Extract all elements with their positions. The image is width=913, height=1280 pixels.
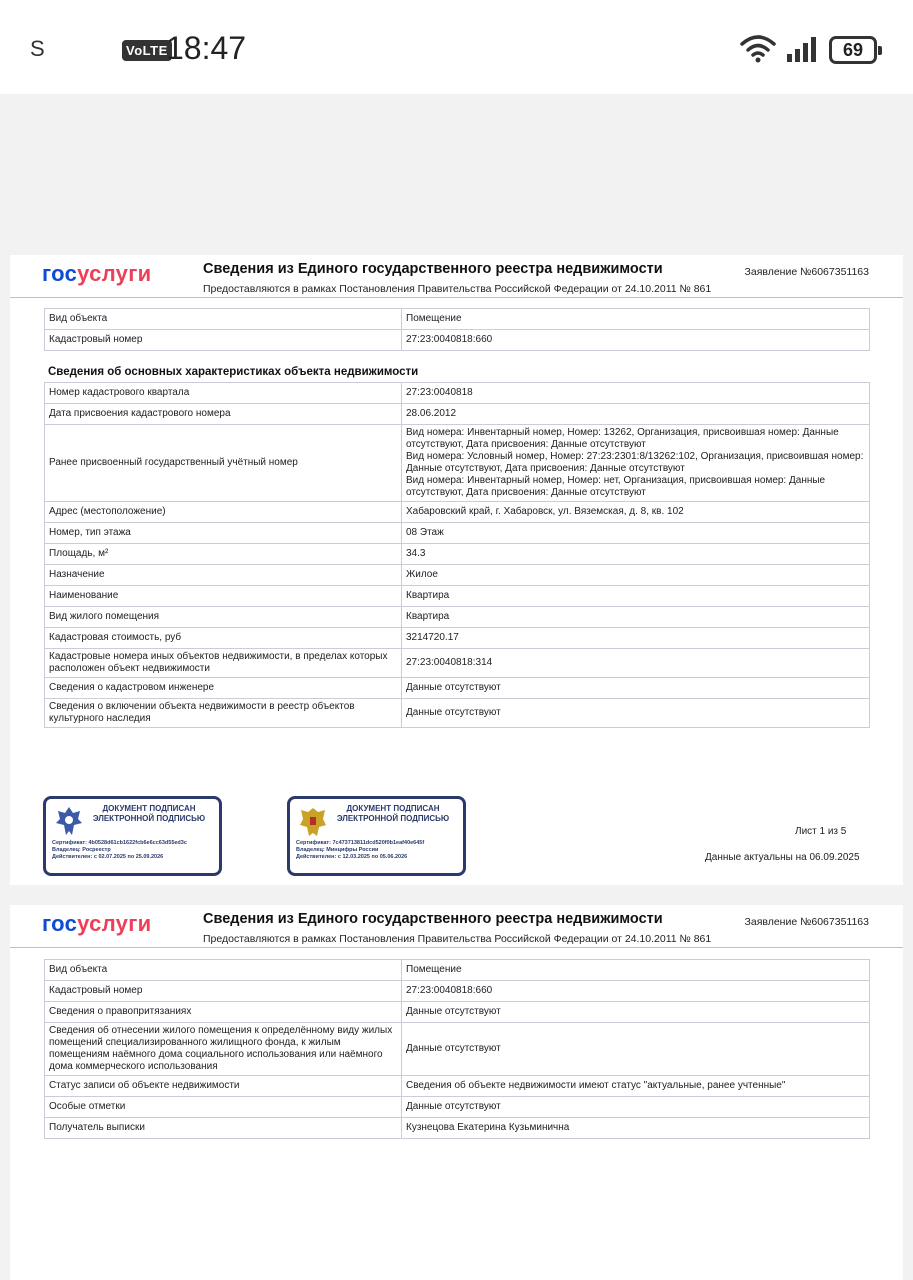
table-row: [45, 586, 870, 607]
table-row: [45, 607, 870, 628]
gosuslugi-logo: госуслуги: [42, 261, 152, 286]
stamp-title: ДОКУМЕНТ ПОДПИСАН ЭЛЕКТРОННОЙ ПОДПИСЬЮ: [336, 804, 450, 823]
rights-table: [44, 959, 870, 1139]
table-row: [45, 502, 870, 523]
row-key: Номер, тип этажа: [45, 523, 402, 544]
row-value: Жилое: [402, 565, 870, 586]
header-divider: [10, 947, 903, 948]
section-title: Сведения об основных характеристиках объекта недвижимости: [48, 366, 419, 378]
row-value: 28.06.2012: [402, 404, 870, 425]
signal-icon: [786, 36, 820, 62]
row-key: Особые отметки: [45, 1097, 402, 1118]
table-row: [45, 544, 870, 565]
battery-indicator: 69: [829, 36, 877, 64]
row-value: Данные отсутствуют: [402, 1097, 870, 1118]
table-row: [45, 330, 870, 351]
row-value: Данные отсутствуют: [402, 1023, 870, 1076]
stamp-details: Сертификат: 4b0528d61cb1622fcb6e6cc63d55ed3c Владелец: Росреестр Действителен: с 02.07.2025 по 25.09.2026: [52, 840, 187, 860]
table-row: [45, 649, 870, 678]
table-row: [45, 678, 870, 699]
row-key: Сведения о кадастровом инженере: [45, 678, 402, 699]
volte-badge: VoLTE: [122, 40, 172, 61]
row-key: Кадастровый номер: [45, 330, 402, 351]
data-actual-date: Данные актуальны на 06.09.2025: [705, 852, 860, 863]
table-row: [45, 309, 870, 330]
header-divider: [10, 297, 903, 298]
row-key: Кадастровый номер: [45, 981, 402, 1002]
row-value: 34.3: [402, 544, 870, 565]
rosreestr-emblem-icon: [54, 805, 84, 839]
row-value: Хабаровский край, г. Хабаровск, ул. Вяземская, д. 8, кв. 102: [402, 502, 870, 523]
row-key: Дата присвоения кадастрового номера: [45, 404, 402, 425]
row-value: 08 Этаж: [402, 523, 870, 544]
doc-subtitle: Предоставляются в рамках Постановления Правительства Российской Федерации от 24.10.2011 № 861: [203, 933, 712, 945]
application-number: Заявление №6067351163: [744, 916, 869, 928]
row-key: Вид объекта: [45, 309, 402, 330]
row-key: Сведения о правопритязаниях: [45, 1002, 402, 1023]
row-value: Вид номера: Инвентарный номер, Номер: 13262, Организация, присвоившая номер: Данные отсутствуют, Дата присвоения: Данные отсутствуют Вид номера: Условный номер, Номер: 27:23:2301:8/13262:102, Организация, присвоившая номер: Данные отсутствуют, Дата присвоения: Данные отсутствуют Вид номера: Инвентарный номер, Номер: нет, Организация, присвоившая номер: Данные отсутствуют, Дата присвоения: Данные отсутствуют: [402, 425, 870, 502]
table-row: [45, 565, 870, 586]
stamp-details: Сертификат: 7c473713811dcd520f0b1eaf40e645f Владелец: Минцифры России Действителен: с 12.03.2025 по 05.06.2026: [296, 840, 425, 860]
table-row: [45, 1002, 870, 1023]
doc-title: Сведения из Единого государственного реестра недвижимости: [203, 911, 663, 927]
row-key: Площадь, м²: [45, 544, 402, 565]
table-row: [45, 404, 870, 425]
row-value: Квартира: [402, 586, 870, 607]
status-bar: [0, 0, 913, 94]
row-key: Получатель выписки: [45, 1118, 402, 1139]
table-row: [45, 425, 870, 502]
table-row: [45, 523, 870, 544]
row-key: Сведения об отнесении жилого помещения к определённому виду жилых помещений специализированного жилищного фонда, к жилым помещениям наёмного дома социального использования или наёмного дома коммерческого использования: [45, 1023, 402, 1076]
table-row: [45, 1097, 870, 1118]
row-value: 27:23:0040818:660: [402, 981, 870, 1002]
carrier-letter: S: [30, 36, 45, 61]
row-key: Адрес (местоположение): [45, 502, 402, 523]
row-value: 3214720.17: [402, 628, 870, 649]
table-row: [45, 960, 870, 981]
table-row: [45, 699, 870, 728]
row-key: Сведения о включении объекта недвижимости в реестр объектов культурного наследия: [45, 699, 402, 728]
doc-subtitle: Предоставляются в рамках Постановления Правительства Российской Федерации от 24.10.2011 № 861: [203, 283, 712, 295]
row-value: 27:23:0040818: [402, 383, 870, 404]
coat-of-arms-icon: [298, 805, 328, 839]
table-row: [45, 1076, 870, 1097]
characteristics-table: [44, 382, 870, 728]
sheet-number: Лист 1 из 5: [795, 826, 847, 837]
table-row: [45, 383, 870, 404]
row-value: Квартира: [402, 607, 870, 628]
row-value: 27:23:0040818:314: [402, 649, 870, 678]
row-key: Назначение: [45, 565, 402, 586]
gosuslugi-logo: госуслуги: [42, 911, 152, 936]
document-page-1: [10, 255, 903, 885]
row-value: Данные отсутствуют: [402, 1002, 870, 1023]
object-table: [44, 308, 870, 351]
row-key: Кадастровые номера иных объектов недвижимости, в пределах которых расположен объект недвижимости: [45, 649, 402, 678]
application-number: Заявление №6067351163: [744, 266, 869, 278]
row-value: Помещение: [402, 960, 870, 981]
row-value: Данные отсутствуют: [402, 699, 870, 728]
row-value: Данные отсутствуют: [402, 678, 870, 699]
clock: 18:47: [166, 30, 247, 66]
table-row: [45, 1023, 870, 1076]
table-row: [45, 1118, 870, 1139]
table-row: [45, 628, 870, 649]
wifi-icon: [740, 34, 776, 64]
row-key: Наименование: [45, 586, 402, 607]
row-key: Кадастровая стоимость, руб: [45, 628, 402, 649]
row-key: Ранее присвоенный государственный учётный номер: [45, 425, 402, 502]
row-key: Номер кадастрового квартала: [45, 383, 402, 404]
row-value: Помещение: [402, 309, 870, 330]
signature-stamp-rosreestr: [43, 796, 222, 876]
row-value: Сведения об объекте недвижимости имеют статус "актуальные, ранее учтенные": [402, 1076, 870, 1097]
row-value: 27:23:0040818:660: [402, 330, 870, 351]
document-page-2: [10, 905, 903, 1280]
signature-stamp-mintsifry: [287, 796, 466, 876]
row-value: Кузнецова Екатерина Кузьминична: [402, 1118, 870, 1139]
row-key: Вид жилого помещения: [45, 607, 402, 628]
row-key: Статус записи об объекте недвижимости: [45, 1076, 402, 1097]
row-key: Вид объекта: [45, 960, 402, 981]
stamp-title: ДОКУМЕНТ ПОДПИСАН ЭЛЕКТРОННОЙ ПОДПИСЬЮ: [92, 804, 206, 823]
doc-title: Сведения из Единого государственного реестра недвижимости: [203, 261, 663, 277]
table-row: [45, 981, 870, 1002]
